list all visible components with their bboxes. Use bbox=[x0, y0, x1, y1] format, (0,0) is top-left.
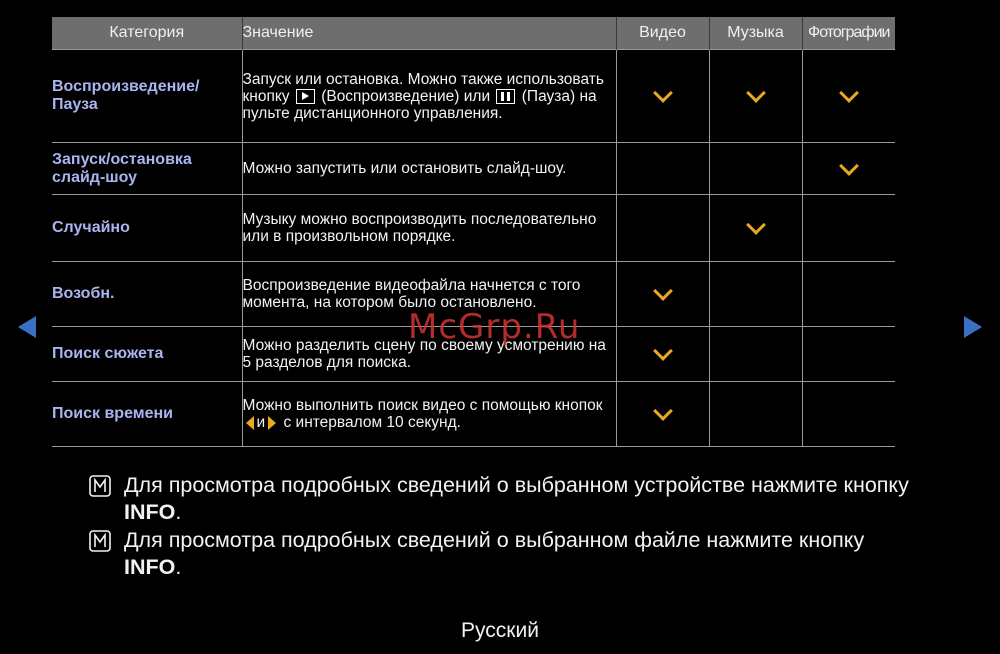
checkmark-icon bbox=[653, 83, 673, 103]
video-support-cell bbox=[616, 327, 709, 382]
music-support-cell bbox=[709, 262, 802, 327]
table-row bbox=[52, 382, 895, 447]
row-description: Можно разделить сцену по своему усмотрению на 5 разделов для поиска. bbox=[242, 327, 616, 382]
checkmark-icon bbox=[653, 401, 673, 421]
play-button-icon bbox=[296, 89, 315, 104]
checkmark-icon bbox=[839, 156, 859, 176]
photos-support-cell bbox=[802, 262, 895, 327]
header-video: Видео bbox=[616, 17, 709, 50]
row-category: Поиск времени bbox=[52, 382, 242, 447]
checkmark-icon bbox=[653, 281, 673, 301]
header-music: Музыка bbox=[709, 17, 802, 50]
video-support-cell bbox=[616, 50, 709, 143]
photos-support-cell bbox=[802, 382, 895, 447]
table-row bbox=[52, 195, 895, 262]
note-icon bbox=[88, 529, 112, 551]
row-description: Музыку можно воспроизводить последовательно или в произвольном порядке. bbox=[242, 195, 616, 262]
table-header-row bbox=[52, 17, 895, 50]
music-support-cell bbox=[709, 143, 802, 195]
music-support-cell bbox=[709, 195, 802, 262]
left-arrow-button-icon bbox=[246, 416, 254, 430]
checkmark-icon bbox=[839, 83, 859, 103]
checkmark-icon bbox=[746, 83, 766, 103]
table-row bbox=[52, 50, 895, 143]
note-item bbox=[88, 527, 918, 581]
notes-section bbox=[88, 472, 918, 582]
note-icon bbox=[88, 474, 112, 496]
checkmark-icon bbox=[653, 341, 673, 361]
row-category: Запуск/остановка слайд-шоу bbox=[52, 143, 242, 195]
row-description: Воспроизведение видеофайла начнется с того момента, на котором было остановлено. bbox=[242, 262, 616, 327]
next-page-arrow-icon[interactable] bbox=[964, 316, 982, 338]
row-category: Возобн. bbox=[52, 262, 242, 327]
row-category: Поиск сюжета bbox=[52, 327, 242, 382]
pause-button-icon bbox=[496, 89, 515, 104]
video-support-cell bbox=[616, 262, 709, 327]
checkmark-icon bbox=[746, 215, 766, 235]
music-support-cell bbox=[709, 327, 802, 382]
photos-support-cell bbox=[802, 143, 895, 195]
watermark: McGrp.Ru bbox=[408, 307, 581, 347]
row-description: Можно запустить или остановить слайд-шоу. bbox=[242, 143, 616, 195]
header-photos: Фотографии bbox=[802, 17, 895, 50]
playback-features-table bbox=[52, 17, 895, 447]
previous-page-arrow-icon[interactable] bbox=[18, 316, 36, 338]
note-text: Для просмотра подробных сведений о выбранном устройстве нажмите кнопку INFO. bbox=[124, 473, 909, 524]
row-category: Воспроизведение/ Пауза bbox=[52, 50, 242, 143]
photos-support-cell bbox=[802, 50, 895, 143]
footer-language: Русский bbox=[461, 619, 539, 642]
table-row bbox=[52, 143, 895, 195]
music-support-cell bbox=[709, 50, 802, 143]
video-support-cell bbox=[616, 382, 709, 447]
row-description: Запуск или остановка. Можно также использовать кнопку (Воспроизведение) или (Пауза) на пульте дистанционного управления. bbox=[242, 50, 616, 143]
photos-support-cell bbox=[802, 195, 895, 262]
right-arrow-button-icon bbox=[268, 416, 276, 430]
music-support-cell bbox=[709, 382, 802, 447]
note-text: Для просмотра подробных сведений о выбранном файле нажмите кнопку INFO. bbox=[124, 528, 865, 579]
row-category: Случайно bbox=[52, 195, 242, 262]
header-value: Значение bbox=[242, 17, 616, 50]
video-support-cell bbox=[616, 143, 709, 195]
row-description: Можно выполнить поиск видео с помощью кнопок и с интервалом 10 секунд. bbox=[242, 382, 616, 447]
note-item bbox=[88, 472, 918, 526]
header-category: Категория bbox=[52, 17, 242, 50]
photos-support-cell bbox=[802, 327, 895, 382]
video-support-cell bbox=[616, 195, 709, 262]
